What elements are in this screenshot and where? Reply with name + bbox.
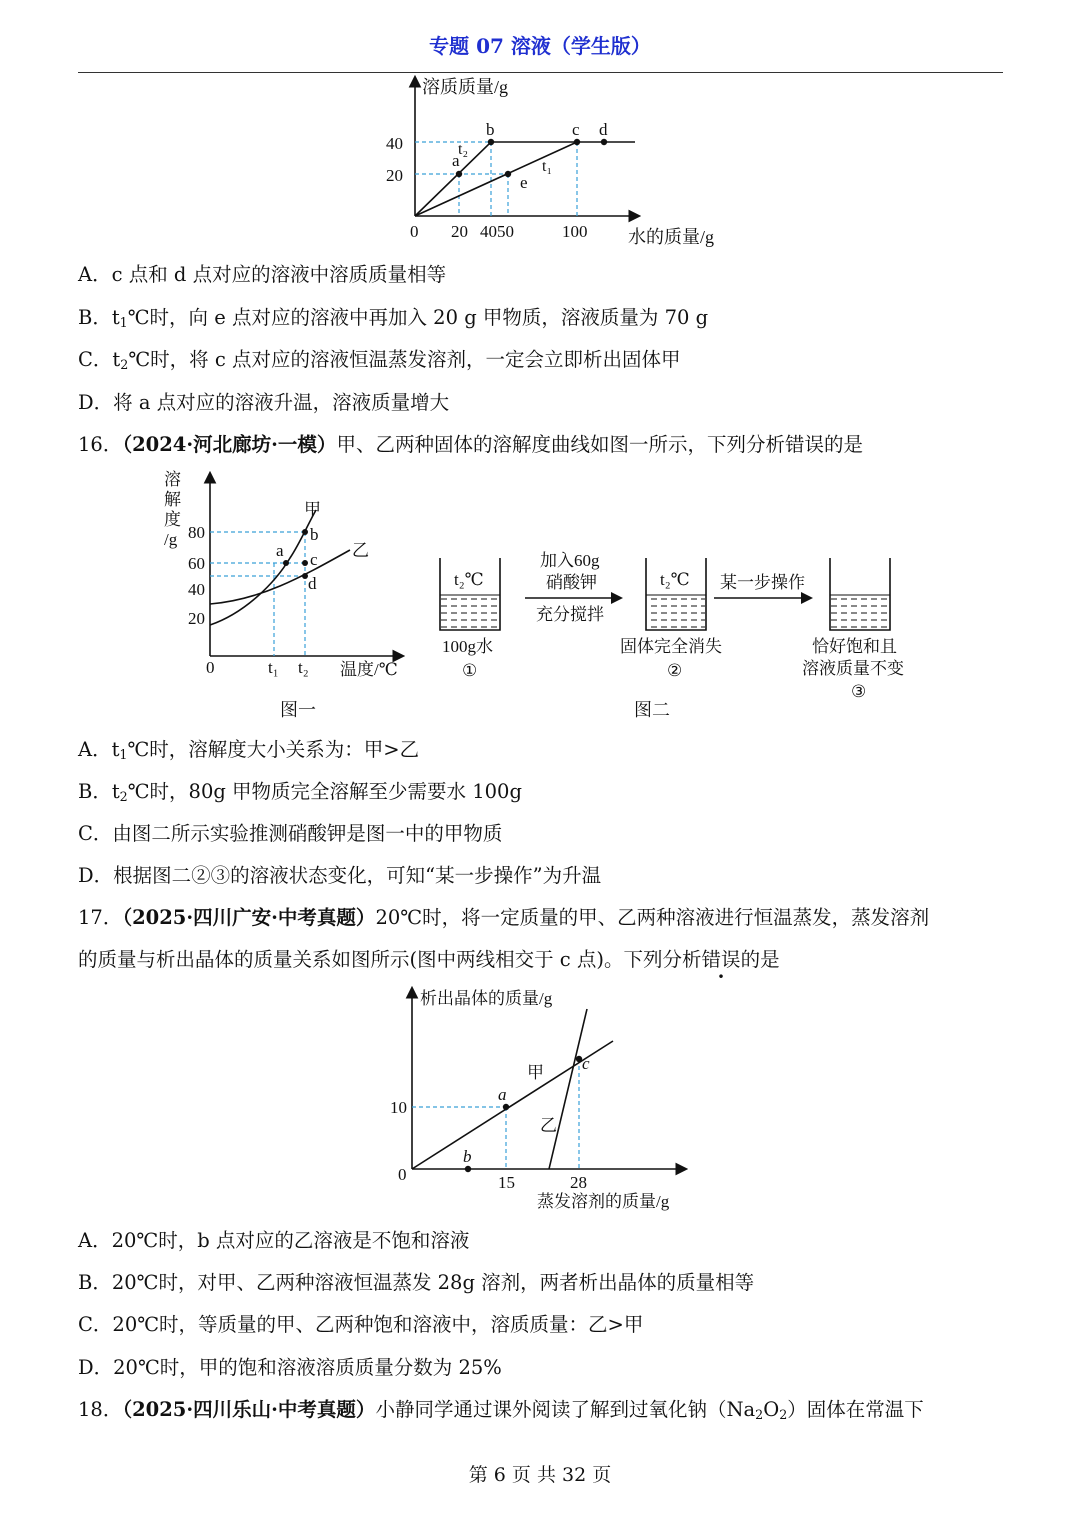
beaker-2-num: ②	[667, 661, 683, 680]
label-a: a	[452, 151, 460, 170]
figure-q15-chart	[386, 74, 720, 254]
q15-option-b: B．$t_1℃$时，向 e 点对应的溶液中再加入 20 g 甲物质，溶液质量为 70 g	[78, 306, 709, 331]
q16-option-c: C．由图二所示实验推测硝酸钾是图一中的甲物质	[78, 822, 503, 845]
label-t1: t₁	[542, 158, 553, 175]
beaker-1-num: ①	[462, 661, 478, 680]
step1-mid: 硝酸钾	[546, 573, 597, 592]
beaker-2	[646, 558, 706, 630]
label-jia: 甲	[304, 500, 321, 519]
point-c	[302, 560, 308, 566]
beaker-1-temp: t₂℃	[454, 570, 484, 589]
y-label-4: /g	[164, 530, 178, 549]
x-tick-4050: 4050	[480, 222, 514, 241]
q17-option-b: B．20℃时，对甲、乙两种溶液恒温蒸发 28g 溶剂，两者析出晶体的质量相等	[78, 1271, 755, 1294]
q17-option-c: C．20℃时，等质量的甲、乙两种饱和溶液中，溶质质量：乙>甲	[78, 1313, 644, 1336]
label-e: e	[520, 173, 528, 192]
q17-option-d: D．20℃时，甲的饱和溶液溶质质量分数为 25%	[78, 1356, 502, 1379]
y-axis-label: 析出晶体的质量/g	[420, 989, 553, 1008]
point-b	[488, 139, 494, 145]
page-number: 第 6 页 共 32 页	[468, 1464, 612, 1486]
label-d: d	[308, 574, 317, 593]
q16-stem: 16．（2024·河北廊坊·一模）甲、乙两种固体的溶解度曲线如图一所示，下列分析错误的是	[78, 433, 863, 456]
label-yi: 乙	[540, 1116, 557, 1135]
figure-q17-chart	[385, 985, 715, 1215]
x-axis-label: 温度/℃	[340, 660, 398, 679]
y-tick-20: 20	[188, 609, 205, 628]
x-axis-label: 水的质量/g	[628, 227, 715, 247]
x-tick-20: 20	[451, 222, 468, 241]
q15-option-c: C．$t_2℃$时，将 c 点对应的溶液恒温蒸发溶剂，一定会立即析出固体甲	[78, 348, 681, 373]
point-c	[574, 139, 580, 145]
beaker-3-label-2: 溶液质量不变	[802, 659, 904, 678]
point-e	[505, 171, 511, 177]
x-tick-28: 28	[570, 1173, 587, 1192]
label-a: a	[276, 541, 284, 560]
curve-jia	[210, 510, 316, 625]
origin: 0	[398, 1165, 407, 1184]
point-b	[465, 1166, 471, 1172]
label-b: b	[463, 1147, 472, 1166]
beaker-2-label: 固体完全消失	[620, 637, 722, 656]
label-a: a	[498, 1085, 507, 1104]
beaker-3-label-1: 恰好饱和且	[812, 637, 897, 656]
label-jia: 甲	[527, 1063, 544, 1082]
step1-top: 加入60g	[540, 551, 600, 570]
line-t1	[415, 142, 577, 216]
y-tick-20: 20	[386, 166, 403, 185]
q16-option-b: B．$t_2℃$时，80g 甲物质完全溶解至少需要水 100g	[78, 780, 522, 805]
q17-stem-line-1: 17．（2025·四川广安·中考真题）20℃时，将一定质量的甲、乙两种溶液进行恒温蒸发，蒸发溶剂	[78, 906, 930, 929]
y-tick-10: 10	[390, 1098, 407, 1117]
y-label-3: 度	[164, 510, 181, 529]
label-b: b	[310, 525, 319, 544]
beaker-1	[440, 558, 500, 630]
y-axis-label: 溶质质量/g	[422, 77, 509, 97]
origin: 0	[206, 658, 215, 677]
x-tick-100: 100	[562, 222, 588, 241]
label-d: d	[599, 120, 608, 139]
y-tick-80: 80	[188, 523, 205, 542]
q17-stem-line-2: 的质量与析出晶体的质量关系如图所示(图中两线相交于 c 点)。下列分析错误的是	[78, 948, 780, 971]
caption-fig1: 图一	[280, 700, 316, 720]
label-c: c	[582, 1054, 590, 1073]
point-b	[302, 529, 308, 535]
q16-option-a: A．$t_1℃$时，溶解度大小关系为：甲>乙	[78, 738, 420, 763]
label-c: c	[572, 120, 580, 139]
figure-q16-solubility-chart	[150, 468, 410, 718]
beaker-2-temp: t₂℃	[660, 570, 690, 589]
label-c: c	[310, 550, 318, 569]
x-axis-label: 蒸发溶剂的质量/g	[537, 1192, 670, 1211]
q15-option-a: A．c 点和 d 点对应的溶液中溶质质量相等	[78, 263, 447, 286]
q18-stem: 18．（2025·四川乐山·中考真题）小静同学通过课外阅读了解到过氧化钠$(Na_2O_2)$固体在常温下	[78, 1398, 924, 1423]
point-a	[503, 1104, 509, 1110]
caption-fig2: 图二	[634, 700, 670, 720]
beaker-3-num: ③	[851, 682, 867, 701]
point-d	[601, 139, 607, 145]
x-tick-15: 15	[498, 1173, 515, 1192]
y-tick-40: 40	[188, 580, 205, 599]
header-divider	[78, 72, 1003, 73]
step2-label: 某一步操作	[720, 573, 805, 592]
figure-q16-experiment	[430, 540, 930, 720]
beaker-3	[830, 558, 890, 630]
label-b: b	[486, 120, 495, 139]
x-tick-t1: t₁	[268, 658, 279, 677]
y-label-2: 解	[164, 490, 181, 509]
page-header-title: 专题 07 溶液（学生版）	[429, 34, 651, 58]
q17-option-a: A．20℃时，b 点对应的乙溶液是不饱和溶液	[78, 1229, 470, 1252]
y-label-1: 溶	[164, 470, 181, 489]
q16-option-d: D．根据图二②③的溶液状态变化，可知“某一步操作”为升温	[78, 864, 602, 887]
q15-option-d: D．将 a 点对应的溶液升温，溶液质量增大	[78, 391, 450, 414]
y-tick-60: 60	[188, 554, 205, 573]
label-t2: t₂	[458, 141, 469, 158]
y-tick-40: 40	[386, 134, 403, 153]
step1-bot: 充分搅拌	[536, 605, 604, 624]
x-tick-0: 0	[410, 222, 419, 241]
point-a	[456, 171, 462, 177]
point-a	[283, 560, 289, 566]
line-yi	[549, 1009, 587, 1169]
label-yi: 乙	[352, 541, 369, 560]
beaker-1-label: 100g水	[442, 637, 493, 656]
x-tick-t2: t₂	[298, 658, 309, 677]
